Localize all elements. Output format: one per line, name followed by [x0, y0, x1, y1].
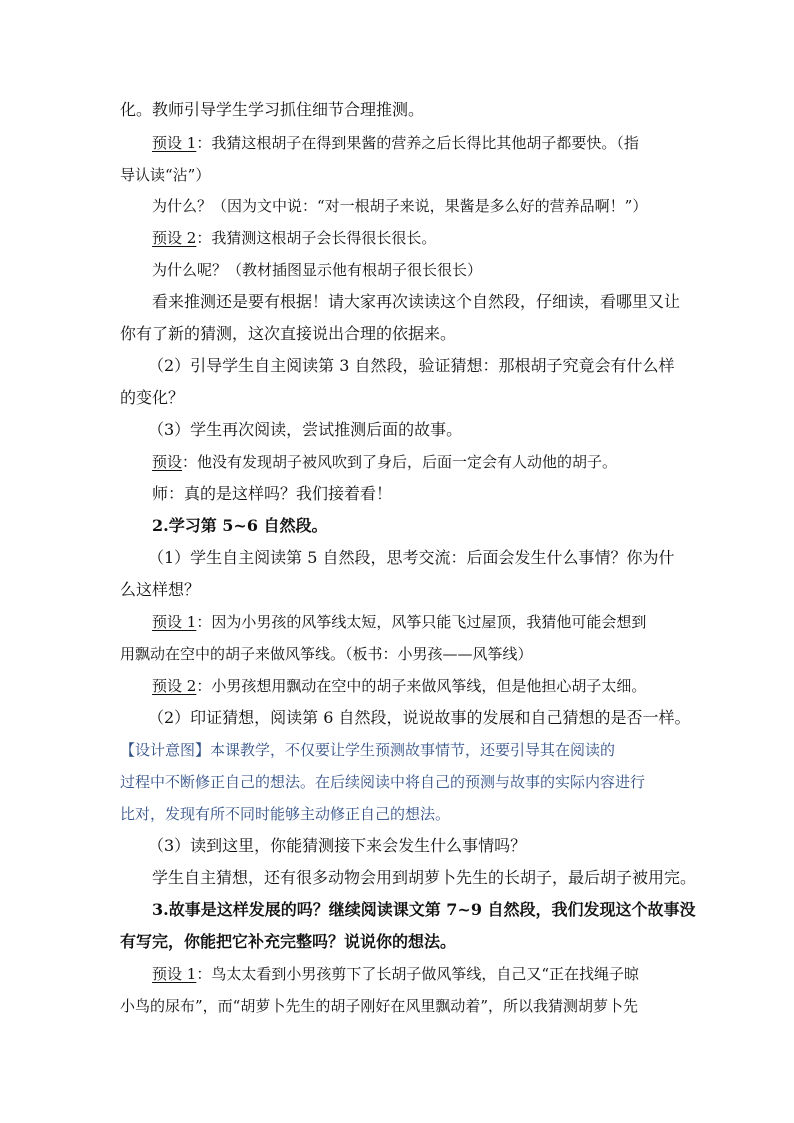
paragraph-line: 看来推测还是要有根据！请大家再次读读这个自然段，仔细读，看哪里又让 [152, 292, 681, 311]
paragraph-line: 导认读“沾”） [120, 166, 211, 184]
preset-line [152, 133, 639, 153]
paragraph-line: 学生自主猜想，还有很多动物会用到胡萝卜先生的长胡子，最后胡子被用完。 [152, 868, 697, 887]
section-heading: 3.故事是这样发展的吗？继续阅读课文第 7~9 自然段，我们发现这个故事没 [152, 900, 696, 919]
paragraph-line: （3）读到这里，你能猜测接下来会发生什么事情吗？ [148, 836, 527, 855]
preset-line [152, 676, 646, 696]
paragraph-line: 为什么？（因为文中说：“对一根胡子来说，果酱是多么好的营养品啊！”） [152, 197, 648, 215]
preset-label: 预设 1 [152, 965, 197, 983]
paragraph-line: 师：真的是这样吗？我们接着看！ [152, 484, 393, 503]
paragraph-line: 的变化？ [120, 388, 185, 407]
preset-text: ：他没有发现胡子被风吹到了身后，后面一定会有人动他的胡子。 [182, 453, 618, 471]
preset-line [152, 228, 436, 248]
paragraph-line: （1）学生自主阅读第 5 自然段，思考交流：后面会发生什么事情？你为什 [148, 548, 675, 567]
design-intent-line: 过程中不断修正自己的想法。在后续阅读中将自己的预测与故事的实际内容进行 [120, 773, 646, 791]
preset-line [152, 964, 639, 984]
preset-label: 预设 1 [152, 613, 197, 631]
design-intent-text: 本课教学，不仅要让学生预测故事情节，还要引导其在阅读的 [210, 741, 616, 759]
preset-text: ：小男孩想用飘动在空中的胡子来做风筝线，但是他担心胡子太细。 [196, 677, 647, 695]
preset-text: ：我猜测这根胡子会长得很长很长。 [196, 229, 437, 247]
paragraph-line: 化。教师引导学生学习抓住细节合理推测。 [120, 100, 425, 119]
paragraph-line: 为什么呢？（教材插图显示他有根胡子很长很长） [152, 261, 483, 279]
preset-label: 预设 2 [152, 229, 197, 247]
design-intent-label: 【设计意图】 [120, 741, 211, 759]
preset-text: ：因为小男孩的风筝线太短，风筝只能飞过屋顶，我猜他可能会想到 [196, 613, 647, 631]
paragraph-line: 你有了新的猜测，这次直接说出合理的依据来。 [120, 324, 457, 343]
preset-text: ：鸟太太看到小男孩剪下了长胡子做风筝线，自己又“正在找绳子晾 [196, 965, 639, 983]
section-heading: 有写完，你能把它补充完整吗？说说你的想法。 [120, 932, 457, 951]
design-intent-line [120, 740, 615, 760]
design-intent-line: 比对，发现有所不同时能够主动修正自己的想法。 [120, 805, 451, 823]
preset-label: 预设 1 [152, 134, 197, 152]
preset-label: 预设 [152, 453, 183, 471]
preset-label: 预设 2 [152, 677, 197, 695]
preset-text: ：我猜这根胡子在得到果酱的营养之后长得比其他胡子都要快。（指 [196, 134, 639, 152]
paragraph-line: （2）引导学生自主阅读第 3 自然段，验证猜想：那根胡子究竟会有什么样 [148, 356, 675, 375]
section-heading: 2.学习第 5~6 自然段。 [152, 516, 328, 535]
preset-line [152, 452, 617, 472]
paragraph-line: 小鸟的尿布”，而“胡萝卜先生的胡子刚好在风里飘动着”，所以我猜测胡萝卜先 [120, 997, 639, 1015]
paragraph-line: （3）学生再次阅读，尝试推测后面的故事。 [148, 420, 463, 439]
preset-line [152, 612, 646, 632]
paragraph-line: （2）印证猜想，阅读第 6 自然段，说说故事的发展和自己猜想的是否一样。 [148, 708, 691, 727]
paragraph-line: 么这样想？ [120, 580, 201, 599]
paragraph-line: 用飘动在空中的胡子来做风筝线。（板书：小男孩——风筝线） [120, 645, 533, 663]
